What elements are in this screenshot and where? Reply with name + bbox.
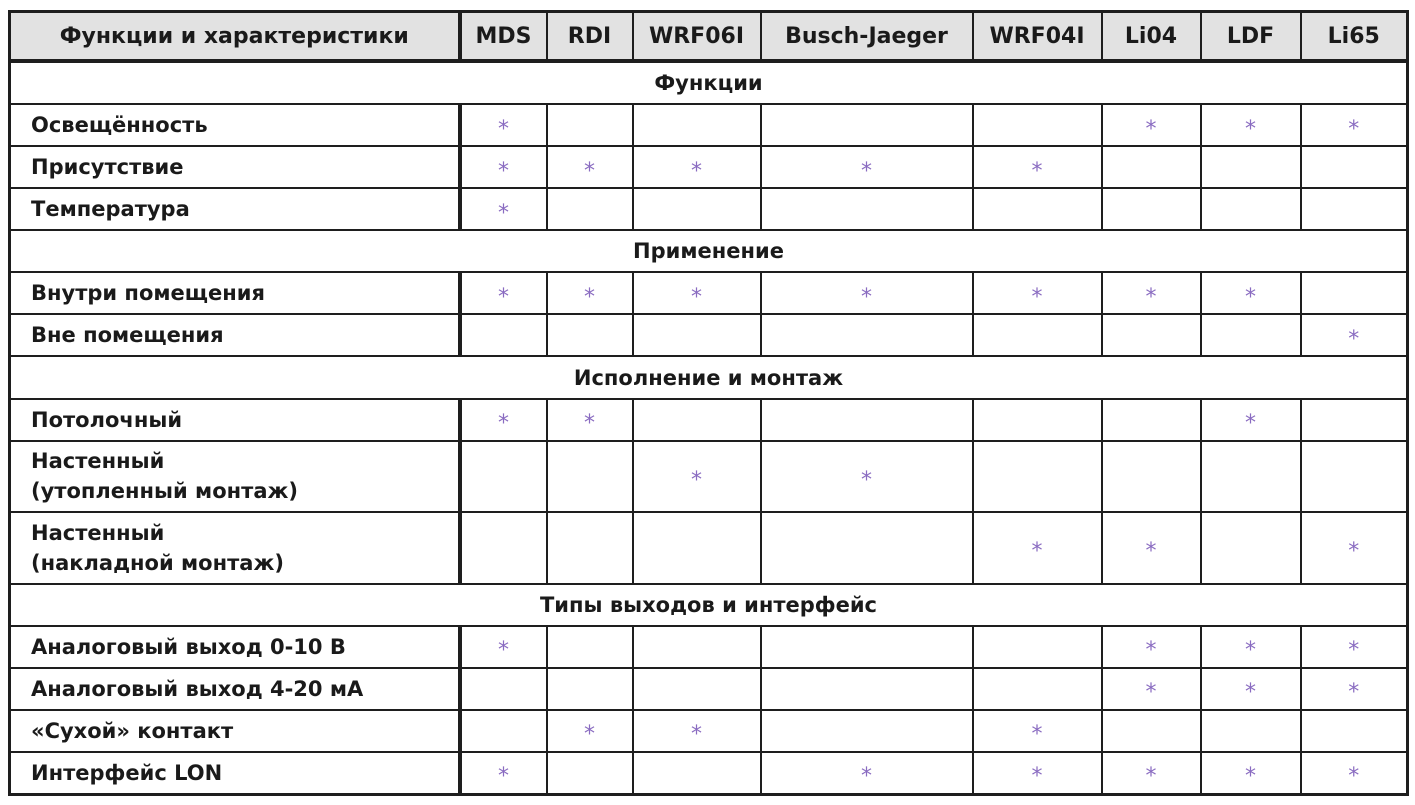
table-cell [1301,752,1408,795]
table-cell [1301,710,1408,752]
table-cell [547,188,633,230]
table-cell [973,104,1102,146]
check-mark-icon: * [1348,539,1360,565]
table-cell [633,104,761,146]
table-cell [1102,441,1201,513]
table-cell [1201,188,1301,230]
check-mark-icon: * [584,722,595,748]
table-cell [1102,752,1201,795]
table-cell [973,512,1102,584]
table-cell [547,104,633,146]
check-mark-icon: * [1145,116,1157,142]
table-cell [1102,626,1201,668]
check-mark-icon: * [861,467,872,493]
table-cell [973,188,1102,230]
row-label: Температура [10,188,460,230]
check-mark-icon: * [584,411,595,437]
header-cell-li65: Li65 [1301,12,1408,62]
table-cell [1201,626,1301,668]
table-cell [1201,668,1301,710]
table-row [10,314,1408,356]
check-mark-icon: * [1031,764,1043,790]
table-cell [1201,146,1301,188]
table-cell [1301,441,1408,513]
table-cell [633,668,761,710]
row-label: Настенный (накладной монтаж) [10,512,460,584]
check-mark-icon: * [691,158,702,184]
header-cell-mds: MDS [460,12,547,62]
table-cell [1102,710,1201,752]
table-cell [1201,710,1301,752]
check-mark-icon: * [861,764,872,790]
check-mark-icon: * [861,284,872,310]
table-cell [460,104,547,146]
table-cell [1102,188,1201,230]
row-label: Потолочный [10,399,460,441]
table-cell [460,188,547,230]
table-cell [761,710,973,752]
check-mark-icon: * [1145,539,1157,565]
table-cell [1201,104,1301,146]
table-row [10,752,1408,795]
table-cell [1301,272,1408,314]
table-row [10,188,1408,230]
check-mark-icon: * [498,158,509,184]
table-cell [1201,399,1301,441]
row-label: Присутствие [10,146,460,188]
table-cell [460,512,547,584]
table-cell [761,512,973,584]
table-cell [633,188,761,230]
table-cell [761,668,973,710]
table-cell [1201,314,1301,356]
table-cell [460,752,547,795]
table-cell [460,710,547,752]
check-mark-icon: * [1245,411,1256,437]
table-cell [1301,668,1408,710]
check-mark-icon: * [498,638,509,664]
row-label: Освещённость [10,104,460,146]
table-cell [633,710,761,752]
check-mark-icon: * [1031,284,1043,310]
table-cell [973,441,1102,513]
table-row [10,710,1408,752]
table-cell [973,272,1102,314]
header-cell-ldf: LDF [1201,12,1301,62]
header-cell-li04: Li04 [1102,12,1201,62]
table-cell [547,626,633,668]
section-row [10,584,1408,626]
row-label: Внутри помещения [10,272,460,314]
table-body [10,61,1408,795]
table-cell [973,626,1102,668]
table-cell [761,314,973,356]
table-row [10,399,1408,441]
check-mark-icon: * [1145,680,1157,706]
table-cell [1301,512,1408,584]
table-cell [1301,188,1408,230]
table-cell [547,710,633,752]
check-mark-icon: * [1031,539,1043,565]
table-cell [1301,626,1408,668]
table-cell [547,512,633,584]
table-cell [1301,399,1408,441]
table-cell [1102,104,1201,146]
table-cell [460,626,547,668]
table-row [10,441,1408,513]
table-cell [633,399,761,441]
header-cell-wrf06i: WRF06I [633,12,761,62]
section-title: Исполнение и монтаж [10,356,1408,398]
table-cell [547,752,633,795]
table-cell [973,146,1102,188]
table-row [10,626,1408,668]
table-cell [547,668,633,710]
check-mark-icon: * [498,411,509,437]
table-cell [1102,512,1201,584]
table-cell [761,441,973,513]
table-cell [1102,314,1201,356]
table-cell [761,104,973,146]
table-cell [973,314,1102,356]
row-label: Настенный (утопленный монтаж) [10,441,460,513]
table-cell [633,752,761,795]
check-mark-icon: * [1245,116,1256,142]
table-cell [761,146,973,188]
check-mark-icon: * [498,200,509,226]
check-mark-icon: * [1348,116,1360,142]
row-label: «Сухой» контакт [10,710,460,752]
table-cell [633,512,761,584]
check-mark-icon: * [1145,284,1157,310]
table-cell [460,441,547,513]
table-cell [1201,441,1301,513]
row-label: Аналоговый выход 0-10 В [10,626,460,668]
comparison-table [8,10,1409,796]
check-mark-icon: * [498,116,509,142]
table-cell [1102,272,1201,314]
table-cell [547,272,633,314]
table-cell [633,314,761,356]
section-row [10,230,1408,272]
table-cell [1201,512,1301,584]
table-cell [1301,146,1408,188]
check-mark-icon: * [1031,722,1043,748]
table-cell [547,146,633,188]
check-mark-icon: * [1245,680,1256,706]
table-cell [1301,104,1408,146]
check-mark-icon: * [1031,158,1043,184]
table-cell [633,626,761,668]
table-cell [460,272,547,314]
table-cell [547,399,633,441]
table-cell [973,752,1102,795]
table-cell [761,188,973,230]
check-mark-icon: * [1245,764,1256,790]
check-mark-icon: * [861,158,872,184]
row-label: Вне помещения [10,314,460,356]
header-cell-busch-jaeger: Busch-Jaeger [761,12,973,62]
table-cell [761,272,973,314]
header-cell-wrf04i: WRF04I [973,12,1102,62]
check-mark-icon: * [1245,284,1256,310]
check-mark-icon: * [1245,638,1256,664]
table-cell [547,314,633,356]
table-cell [973,668,1102,710]
table-cell [460,314,547,356]
header-row [10,12,1408,62]
check-mark-icon: * [1348,680,1360,706]
check-mark-icon: * [1348,764,1360,790]
section-row [10,61,1408,104]
table-cell [460,146,547,188]
table-row [10,146,1408,188]
check-mark-icon: * [584,158,595,184]
header-cell-features: Функции и характеристики [10,12,460,62]
header-cell-rdi: RDI [547,12,633,62]
check-mark-icon: * [1348,638,1360,664]
table-cell [633,146,761,188]
row-label: Интерфейс LON [10,752,460,795]
table-cell [547,441,633,513]
table-cell [761,752,973,795]
section-row [10,356,1408,398]
check-mark-icon: * [691,722,702,748]
check-mark-icon: * [498,764,509,790]
check-mark-icon: * [691,284,702,310]
table-cell [973,399,1102,441]
table-cell [761,626,973,668]
table-cell [1102,668,1201,710]
table-row [10,512,1408,584]
table-cell [761,399,973,441]
section-title: Применение [10,230,1408,272]
check-mark-icon: * [1145,638,1157,664]
table-cell [633,272,761,314]
check-mark-icon: * [691,467,702,493]
check-mark-icon: * [1145,764,1157,790]
table-cell [1102,399,1201,441]
section-title: Типы выходов и интерфейс [10,584,1408,626]
row-label: Аналоговый выход 4-20 мА [10,668,460,710]
table-cell [1102,146,1201,188]
check-mark-icon: * [1348,326,1360,352]
table-cell [1201,272,1301,314]
table-cell [633,441,761,513]
check-mark-icon: * [498,284,509,310]
table-row [10,668,1408,710]
table-cell [460,399,547,441]
table-cell [460,668,547,710]
table-cell [1301,314,1408,356]
table-row [10,104,1408,146]
table-row [10,272,1408,314]
section-title: Функции [10,61,1408,104]
table-cell [973,710,1102,752]
check-mark-icon: * [584,284,595,310]
table-cell [1201,752,1301,795]
